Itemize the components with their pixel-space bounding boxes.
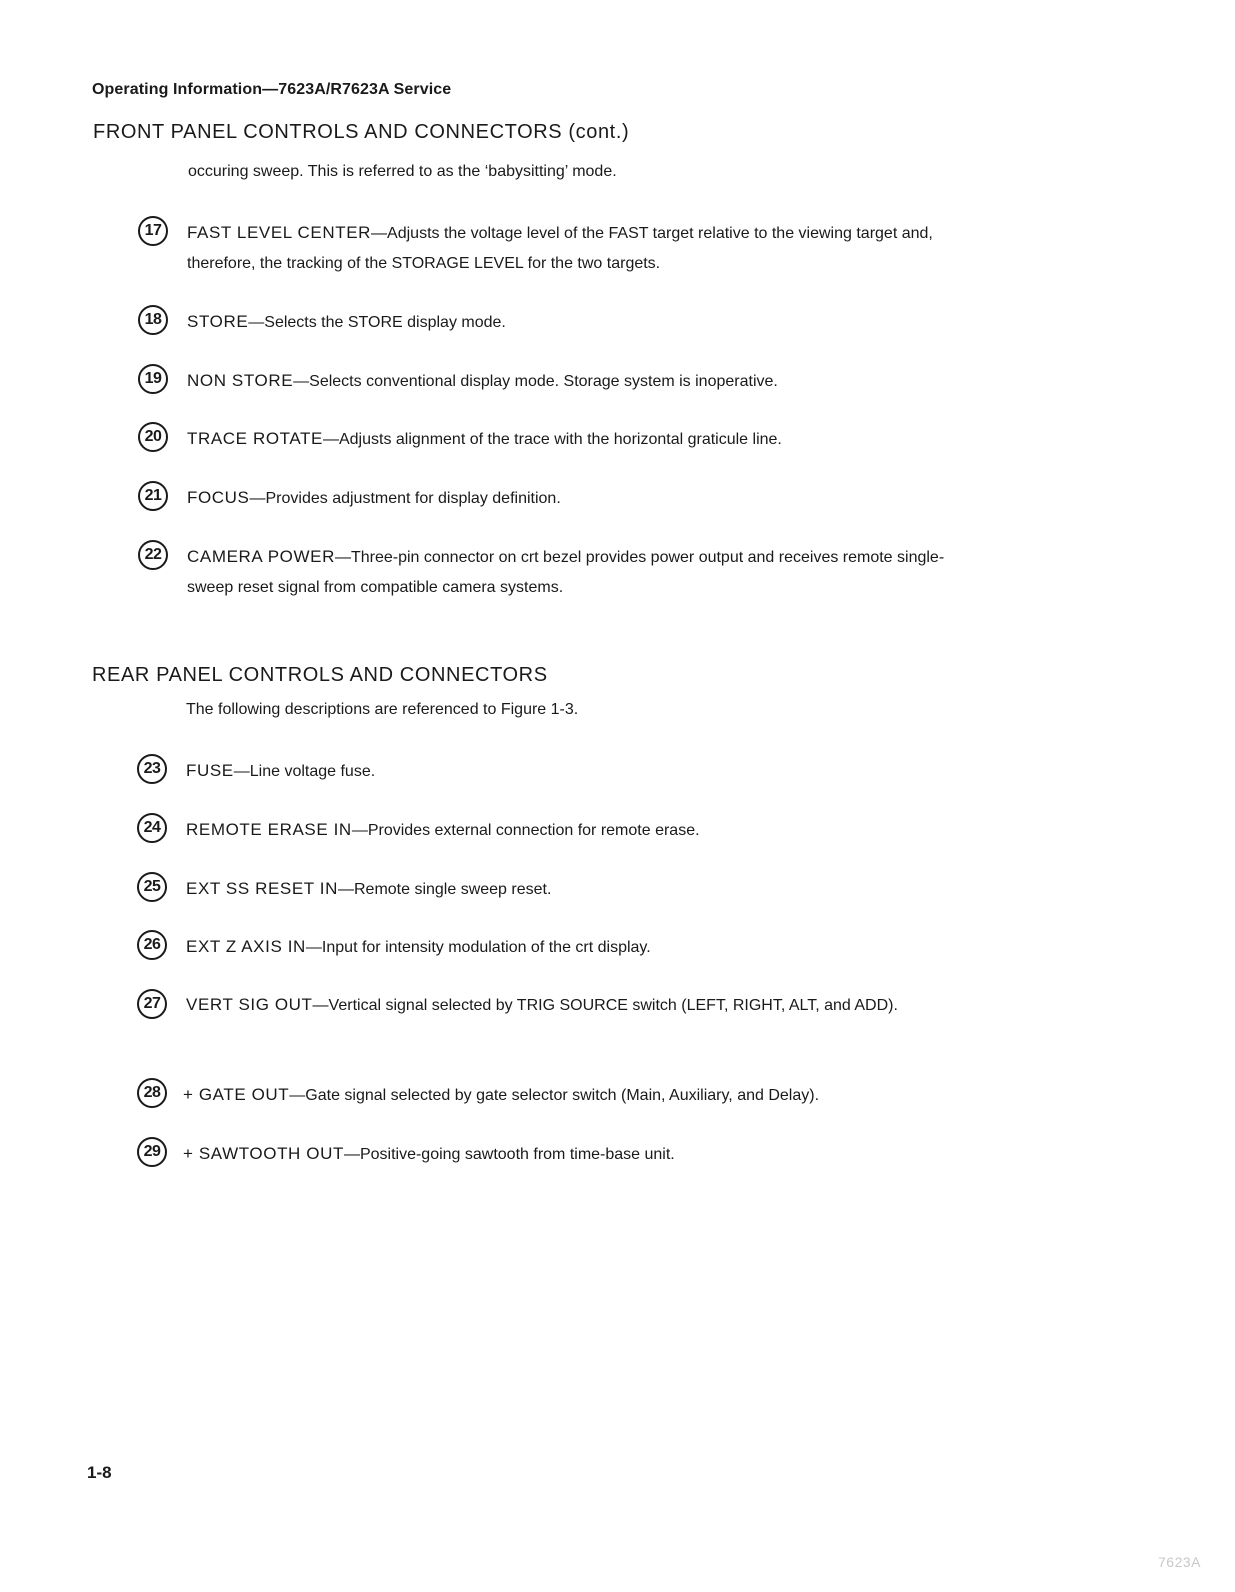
item-term: VERT SIG OUT — [186, 995, 313, 1014]
rear-panel-intro: The following descriptions are referenced to Figure 1-3. — [186, 701, 579, 718]
item-term: EXT SS RESET IN — [186, 879, 338, 898]
item-description — [187, 483, 957, 514]
item-description — [186, 815, 956, 846]
item-description — [187, 366, 957, 397]
continuation-paragraph: occuring sweep. This is referred to as the ‘babysitting’ mode. — [188, 163, 617, 180]
item-text: —Adjusts alignment of the trace with the horizontal graticule line. — [322, 431, 782, 448]
item-term: REMOTE ERASE IN — [186, 820, 352, 839]
item-text: —Gate signal selected by gate selector switch (Main, Auxiliary, and Delay). — [289, 1087, 820, 1104]
item-text: —Line voltage fuse. — [233, 763, 376, 780]
front-panel-section-title: FRONT PANEL CONTROLS AND CONNECTORS (cont.) — [93, 121, 630, 143]
callout-number: 17 — [138, 216, 168, 246]
item-description — [186, 932, 956, 963]
item-term: FAST LEVEL CENTER — [187, 223, 372, 242]
item-term: NON STORE — [187, 371, 294, 390]
item-text: —Selects conventional display mode. Storage system is inoperative. — [293, 373, 778, 390]
callout-number: 28 — [137, 1078, 167, 1108]
callout-number: 22 — [138, 540, 168, 570]
callout-number: 26 — [137, 930, 167, 960]
item-text: —Remote single sweep reset. — [337, 881, 552, 898]
callout-number: 24 — [137, 813, 167, 843]
item-description — [187, 424, 957, 455]
item-text: —Provides adjustment for display definition. — [249, 490, 561, 507]
item-description — [183, 1139, 953, 1170]
item-term: TRACE ROTATE — [187, 429, 323, 448]
page-number: 1-8 — [87, 1463, 112, 1482]
item-text: —Provides external connection for remote erase. — [351, 822, 700, 839]
rear-panel-section-title: REAR PANEL CONTROLS AND CONNECTORS — [92, 664, 548, 686]
item-description — [187, 542, 957, 603]
item-description — [187, 218, 957, 279]
item-description — [183, 1080, 953, 1111]
item-term: STORE — [187, 312, 249, 331]
item-text: —Three-pin connector on crt bezel provides power output and receives remote single-sweep reset signal from compatible camera systems. — [187, 549, 945, 596]
item-text: —Positive-going sawtooth from time-base unit. — [343, 1146, 675, 1163]
callout-number: 23 — [137, 754, 167, 784]
item-description — [186, 874, 956, 905]
callout-number: 21 — [138, 481, 168, 511]
item-term: FOCUS — [187, 488, 250, 507]
item-description — [186, 991, 956, 1020]
item-text: —Selects the STORE display mode. — [248, 314, 506, 331]
item-term: + SAWTOOTH OUT — [183, 1144, 344, 1163]
item-description — [186, 756, 956, 787]
item-term: FUSE — [186, 761, 234, 780]
item-term: + GATE OUT — [183, 1085, 290, 1104]
item-text: —Vertical signal selected by TRIG SOURCE switch (LEFT, RIGHT, ALT, and ADD). — [312, 997, 898, 1014]
callout-number: 25 — [137, 872, 167, 902]
running-head: Operating Information—7623A/R7623A Service — [92, 81, 452, 98]
item-text: —Adjusts the voltage level of the FAST target relative to the viewing target and, therefore, the tracking of the STORAGE LEVEL for the two targets. — [187, 225, 933, 272]
callout-number: 29 — [137, 1137, 167, 1167]
callout-number: 19 — [138, 364, 168, 394]
callout-number: 18 — [138, 305, 168, 335]
item-term: CAMERA POWER — [187, 547, 335, 566]
callout-number: 27 — [137, 989, 167, 1019]
callout-number: 20 — [138, 422, 168, 452]
item-description — [187, 307, 957, 338]
item-text: —Input for intensity modulation of the crt display. — [305, 939, 651, 956]
watermark: 7623A — [1158, 1554, 1201, 1570]
item-term: EXT Z AXIS IN — [186, 937, 306, 956]
